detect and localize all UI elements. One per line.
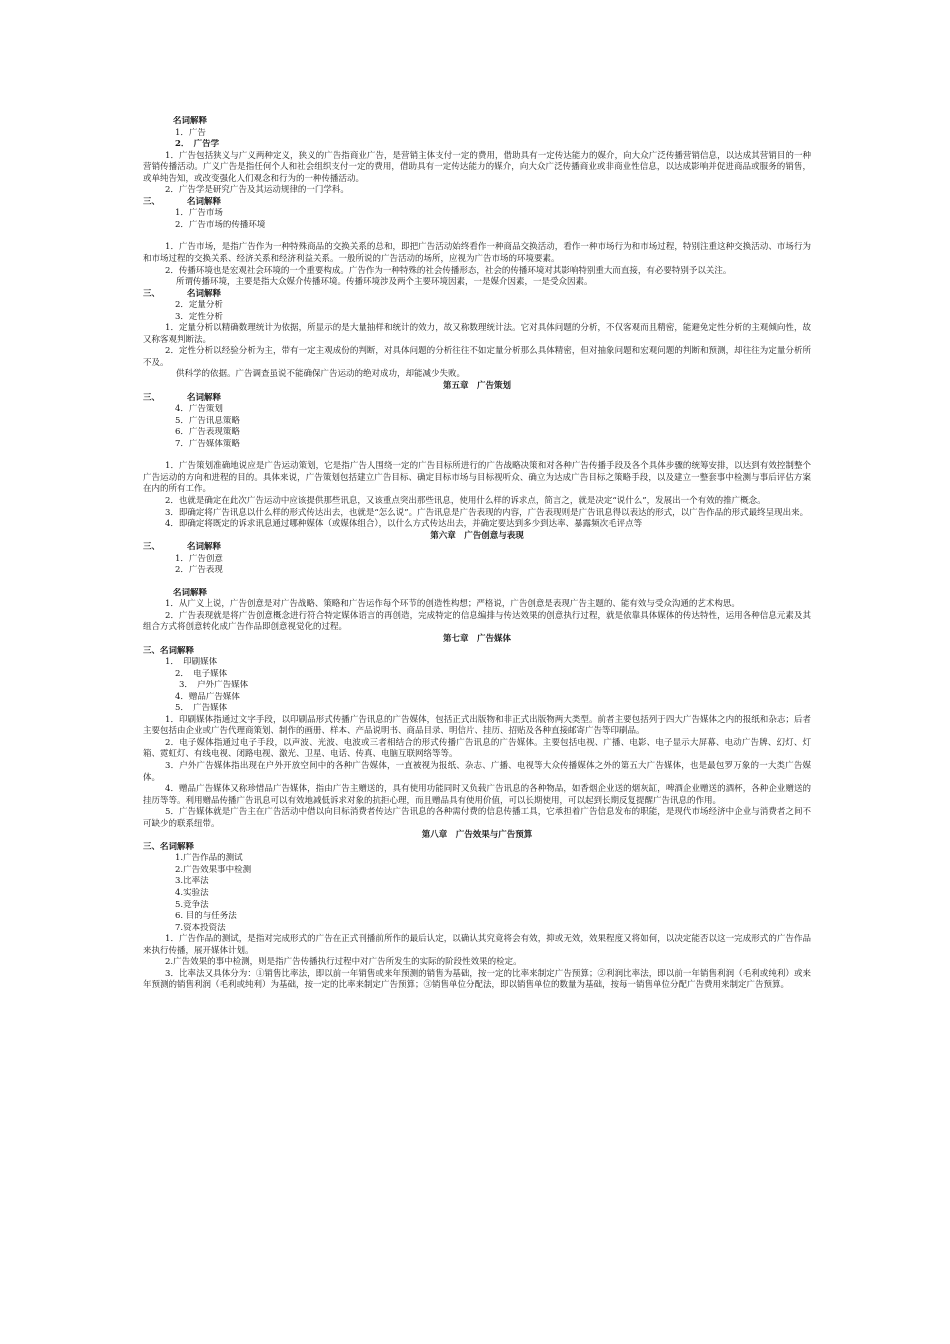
- section-title: 名词解释: [187, 196, 222, 207]
- section-header: [143, 197, 811, 209]
- definition-paragraph: 2．传播环境也是宏观社会环境的一个重要构成。广告作为一种特殊的社会传播形态，社会的传播环境对其影响特别重大而直接，有必要特别予以关注。: [165, 265, 732, 276]
- term-item: 4.实验法: [175, 888, 209, 898]
- definition-paragraph: 1．广告市场，是指广告作为一种特殊商品的交换关系的总和，即把广告活动始终看作一种商品交换活动，看作一种市场行为和市场过程，特别注重这种交换活动、市场行为和市场过程的交换关系、经济关系和经济利益关系。一般所说的广告活动的场所，应视为广告市场的环境要素。: [143, 242, 811, 265]
- section-title: 名词解释: [187, 392, 222, 403]
- term-item: 3.比率法: [175, 876, 209, 887]
- definition-paragraph: 2．定性分析以经验分析为主，带有一定主观成份的判断，对具体问题的分析往往不如定量分析那么具体精密，但对抽象问题和宏观问题的判断和预测，却往往为定量分析所不及。: [143, 346, 811, 368]
- definition-paragraph: 1．印刷媒体指通过文字手段，以印刷品形式传播广告讯息的广告媒体，包括正式出版物和非正式出版物两大类型。前者主要包括列于四大广告媒体之内的报纸和杂志；后者主要包括由企业或广告代理商策划、制作的画册、样本、产品说明书、商品目录、明信片、挂历、招贴及各种直接邮寄广告等印刷品。: [143, 714, 811, 737]
- term-item: 5． 广告媒体: [175, 703, 228, 714]
- spacer: [143, 450, 811, 461]
- term-item: 1．广告: [175, 127, 206, 138]
- spacer: [143, 577, 811, 588]
- section-title: 名词解释: [187, 288, 222, 299]
- definition-paragraph: 2．广告表现就是将广告创意概念进行符合特定媒体语言的再创造，完成特定的信息编排与传达效果的创意执行过程，就是依靠具体媒体的传达特性，运用各种信息元素及其组合方式将创意转化成广告作品即创意视觉化的过程。: [143, 610, 811, 633]
- spacer: [143, 231, 811, 242]
- term-item: 6．广告表现策略: [175, 427, 240, 438]
- definition-paragraph: 3．户外广告媒体指出现在户外开放空间中的各种广告媒体，一直被视为报纸、杂志、广播、电视等大众传播媒体之外的第五大广告媒体，也是最包罗万象的一大类广告媒体。: [143, 760, 811, 783]
- definition-paragraph: 1．定量分析以精确数理统计为依据，所显示的是大量抽样和统计的效力，故又称数理统计法。它对具体问题的分析，不仅客观而且精密，能避免定性分析的主观倾向性，故又称客观判断法。: [143, 323, 811, 345]
- definition-paragraph: 所谓传播环境，主要是指大众媒介传播环境。传播环境涉及两个主要环境因素，一是媒介因素，一是受众因素。: [176, 277, 593, 288]
- chapter-title: 第七章 广告媒体: [442, 633, 511, 644]
- term-item: 2．广告市场的传播环境: [175, 219, 266, 230]
- term-item: 5．广告讯息策略: [175, 415, 240, 426]
- term-item: 2．广告表现: [175, 565, 223, 576]
- definition-paragraph: 4．即确定将既定的诉求讯息通过哪种媒体（或媒体组合），以什么方式传达出去，并确定要达到多少到达率、暴露频次毛评点等: [165, 519, 643, 530]
- definition-paragraph: 2．也就是确定在此次广告运动中应该提供那些讯息，又该重点突出那些讯息，使用什么样的诉求点，简言之，就是决定“说什么”，发展出一个有效的推广概念。: [165, 495, 766, 506]
- document-page: [143, 116, 811, 992]
- definition-paragraph: 5．广告媒体就是广告主在广告活动中借以向目标消费者传达广告讯息的各种需付费的信息传播工具，它承担着广告信息发布的职能，是现代市场经济中企业与消费者之间不可缺少的联系纽带。: [143, 807, 811, 829]
- section-header: [143, 289, 811, 301]
- term-item: 3． 户外广告媒体: [179, 680, 249, 691]
- definition-paragraph: 1．广告策划准确地说应是广告运动策划，它是指广告人围绕一定的广告目标所进行的广告战略决策和对各种广告传播手段及各个具体步骤的统筹安排，以达到有效控制整个广告运动的方向和进程的目的。具体来说，广告策划包括建立广告目标、确定目标市场与目标视听众、确立为达成广告目标之策略手段，以及建立一整套事中检测与事后评估方案在内的所有工作。: [143, 461, 811, 495]
- definition-paragraph: 2．广告学是研究广告及其运动规律的一门学科。: [165, 185, 349, 196]
- term-item: 1．广告市场: [175, 208, 223, 219]
- section-number: 三、: [143, 392, 161, 403]
- term-item: 4．广告策划: [175, 404, 223, 415]
- definition-paragraph: 2.广告效果的事中检测，则是指广告传播执行过程中对广告所发生的实际的阶段性效果的检定。: [165, 957, 522, 968]
- chapter-title: 第六章 广告创意与表现: [430, 530, 524, 541]
- definition-paragraph: 1．广告包括狭义与广义两种定义，狭义的广告指商业广告，是营销主体支付一定的费用，借助具有一定传达能力的媒介，向大众广泛传播营销信息，以达成其营销目的一种营销传播活动。广义广告是指任何个人和社会组织支付一定的费用，借助具有一定传达能力的媒介，向大众广泛传播商业或非商业性信息，以达成影响并促进商品或服务的销售，或单纯告知，或改变强化人们观念和行为的一种传播活动。: [143, 150, 811, 184]
- term-item: 4．赠品广告媒体: [175, 691, 240, 702]
- section-number: 三、: [143, 288, 161, 299]
- section-title: 名词解释: [187, 542, 222, 553]
- term-item: 1.广告作品的测试: [175, 853, 243, 864]
- term-item: 2.广告效果事中检测: [175, 864, 252, 875]
- definition-paragraph: 2．电子媒体指通过电子手段，以声波、光波、电波或三者相结合的形式传播广告讯息的广告媒体。主要包括电视、广播、电影、电子显示大屏幕、电动广告牌、幻灯、灯箱、霓虹灯、有线电视、闭路电视、激光、卫星、电话、传真、电脑互联网络等等。: [143, 737, 811, 760]
- definition-paragraph: 3．即确定将广告讯息以什么样的形式传达出去，也就是“怎么说”。广告讯息是广告表现的内容，广告表现则是广告讯息得以表达的形式，以广告作品的形式最终呈现出来。: [165, 507, 809, 518]
- section-number: 三、: [143, 542, 161, 553]
- definition-paragraph: 4．赠品广告媒体又称珍惜品广告媒体，指由广告主赠送的，具有使用功能同时又负载广告讯息的各种物品，如香烟企业送的烟灰缸，啤酒企业赠送的酒杯，各种企业赠送的挂历等等。利用赠品传播广告讯息可以有效地减低诉求对象的抗拒心理，而且赠品具有使用价值，可以长期使用，可以起到长期反复提醒广告讯息的作用。: [143, 784, 811, 806]
- definition-paragraph: 3．比率法又具体分为：①销售比率法，即以前一年销售或来年预测的销售为基础，按一定的比率来制定广告预算；②利润比率法，即以前一年销售利润（毛利或纯利）或来年预测的销售利润（毛利或纯利）为基础，按一定的比率来制定广告预算；③销售单位分配法，即以销售单位的数量为基础，按每一销售单位分配广告费用来制定广告预算。: [143, 968, 811, 991]
- term-item: 2． 广告学: [175, 139, 220, 150]
- definition-paragraph: 1．从广义上说，广告创意是对广告战略、策略和广告运作每个环节的创造性构想；严格说，广告创意是表现广告主题的、能有效与受众沟通的艺术构思。: [165, 599, 740, 610]
- section-title: 三、名词解释: [143, 645, 195, 656]
- section-header: [143, 393, 811, 405]
- term-item: 1．广告创意: [175, 553, 223, 564]
- section-heading: 名词解释: [173, 116, 208, 126]
- definition-paragraph: 供科学的依据。广告调查虽说不能确保广告运动的绝对成功，却能减少失败。: [176, 369, 466, 380]
- term-item: 2． 电子媒体: [175, 668, 228, 679]
- term-item: 7.资本投资法: [175, 922, 226, 933]
- term-item: 3．定性分析: [175, 311, 223, 322]
- term-item: 7．广告媒体策略: [175, 438, 240, 449]
- term-item: 6. 目的与任务法: [175, 911, 237, 922]
- term-item: 5.竞争法: [175, 899, 209, 910]
- definition-paragraph: 1．广告作品的测试，是指对完成形式的广告在正式刊播前所作的最后认定，以确认其究竟将会有效，抑或无效，效果程度又将如何，以决定能否以这一完成形式的广告作品来执行传播，展开媒体计划。: [143, 934, 811, 956]
- term-item: 2．定量分析: [175, 300, 223, 311]
- section-heading: 名词解释: [173, 587, 208, 598]
- section-title: 三、名词解释: [143, 841, 195, 852]
- term-item: 1． 印刷媒体: [165, 657, 218, 668]
- chapter-title: 第五章 广告策划: [442, 381, 511, 392]
- chapter-title: 第八章 广告效果与广告预算: [421, 830, 533, 841]
- section-number: 三、: [143, 196, 161, 207]
- section-header: [143, 542, 811, 554]
